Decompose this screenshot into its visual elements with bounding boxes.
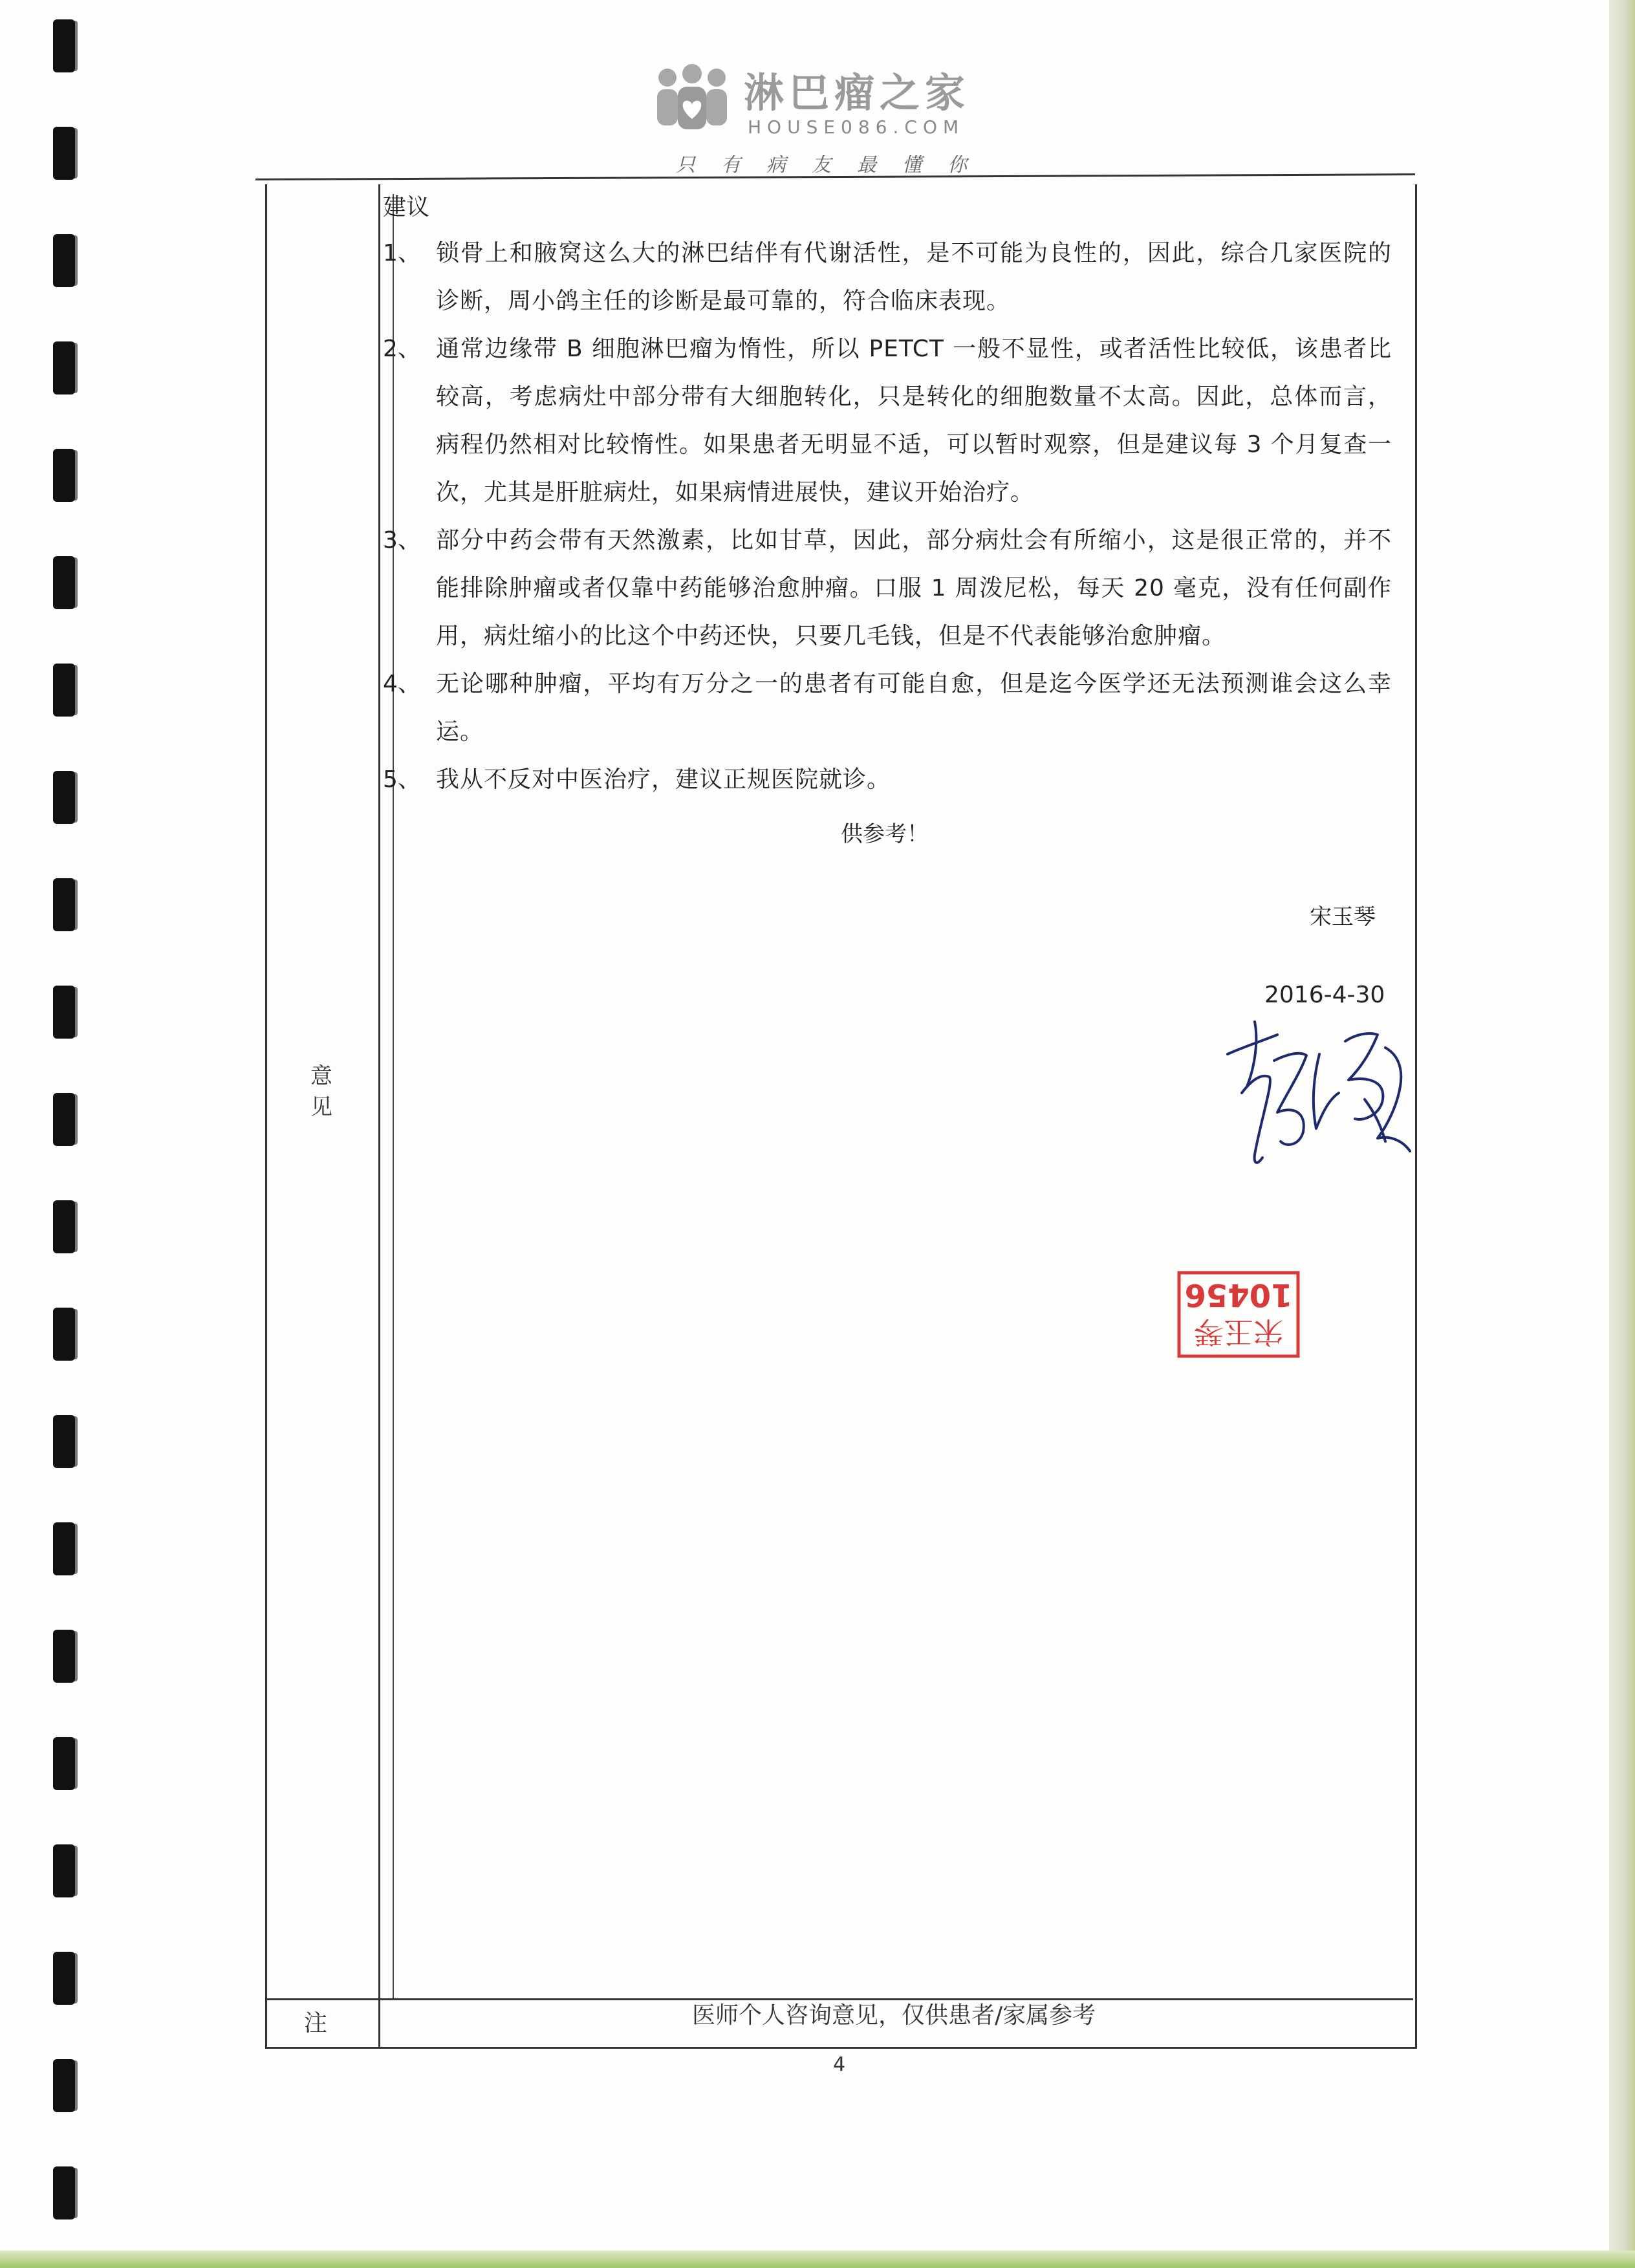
binding-hole <box>53 234 75 287</box>
list-item-text: 通常边缘带 B 细胞淋巴瘤为惰性，所以 PETCT 一般不显性，或者活性比较低，该患者比较高，考虑病灶中部分带有大细胞转化，只是转化的细胞数量不太高。因此，总体而言，病程仍然相对比较惰性。如果患者无明显不适，可以暂时观察，但是建议每 3 个月复查一次，尤其是肝脏病灶，如果病情进展快，建议开始治疗。 <box>436 336 1392 506</box>
list-item-text: 锁骨上和腋窝这么大的淋巴结伴有代谢活性，是不可能为良性的，因此，综合几家医院的诊断，周小鸽主任的诊断是最可靠的，符合临床表现。 <box>436 240 1392 314</box>
binding-hole <box>53 2059 75 2112</box>
page-number: 4 <box>833 2053 846 2076</box>
list-item-number: 4、 <box>383 671 421 697</box>
list-item <box>383 230 1392 325</box>
site-logo <box>653 57 1015 180</box>
binding-hole <box>53 2166 75 2219</box>
row-label-opinion: 意见 <box>310 1063 332 1120</box>
list-item-number: 2、 <box>383 336 421 362</box>
people-heart-icon <box>653 63 731 135</box>
handwritten-signature <box>1216 1015 1423 1209</box>
list-item <box>383 660 1392 756</box>
seal-stamp <box>1174 1268 1303 1361</box>
binding-hole <box>53 556 75 609</box>
binding-hole <box>53 1844 75 1897</box>
seal-text-name: 宋玉琴 <box>1194 1315 1283 1350</box>
table-column-divider <box>378 184 380 2047</box>
bottom-green-strip <box>0 2251 1635 2268</box>
binding-hole <box>53 986 75 1039</box>
logo-title: 淋巴瘤之家 <box>744 69 971 116</box>
seal-text-number: 10456 <box>1184 1277 1293 1313</box>
list-item-number: 3、 <box>383 527 421 554</box>
opinion-content <box>383 191 1392 804</box>
binding-hole <box>53 1952 75 2005</box>
opinion-heading: 建议 <box>383 194 430 221</box>
spiral-binding <box>0 0 91 2268</box>
binding-hole <box>53 1630 75 1683</box>
list-item <box>383 517 1392 660</box>
binding-hole <box>53 664 75 717</box>
binding-hole <box>53 771 75 824</box>
binding-hole <box>53 1308 75 1361</box>
logo-url: HOUSE086.COM <box>748 116 965 138</box>
closing-remark: 供参考！ <box>841 821 929 847</box>
logo-slogan: 只有病友最懂你 <box>676 154 993 177</box>
list-item-text: 无论哪种肿瘤，平均有万分之一的患者有可能自愈，但是迄今医学还无法预测谁会这么幸运。 <box>436 671 1392 745</box>
list-item-text: 部分中药会带有天然激素，比如甘草，因此，部分病灶会有所缩小，这是很正常的，并不能排除肿瘤或者仅靠中药能够治愈肿瘤。口服 1 周泼尼松，每天 20 毫克，没有任何副作用，病灶缩小的比这个中药还快，只要几毛钱，但是不代表能够治愈肿瘤。 <box>436 527 1392 649</box>
binding-hole <box>53 1522 75 1575</box>
list-item-number: 5、 <box>383 766 421 793</box>
binding-hole <box>53 127 75 180</box>
note-text: 医师个人咨询意见，仅供患者/家属参考 <box>692 2002 1096 2029</box>
binding-hole <box>53 1200 75 1253</box>
binding-hole <box>53 878 75 931</box>
list-item <box>383 325 1392 517</box>
binding-hole <box>53 1415 75 1468</box>
list-item-number: 1、 <box>383 240 421 266</box>
opinion-date: 2016-4-30 <box>1264 982 1385 1008</box>
row-label-note: 注 <box>304 2010 328 2036</box>
binding-hole <box>53 449 75 502</box>
list-item <box>383 756 1392 804</box>
list-item-text: 我从不反对中医治疗，建议正规医院就诊。 <box>436 766 891 793</box>
binding-hole <box>53 1093 75 1146</box>
binding-hole <box>53 1737 75 1790</box>
binding-hole <box>53 341 75 394</box>
author-name: 宋玉琴 <box>1310 904 1376 930</box>
page-edge-shadow <box>1609 0 1635 2268</box>
binding-hole <box>53 19 75 72</box>
